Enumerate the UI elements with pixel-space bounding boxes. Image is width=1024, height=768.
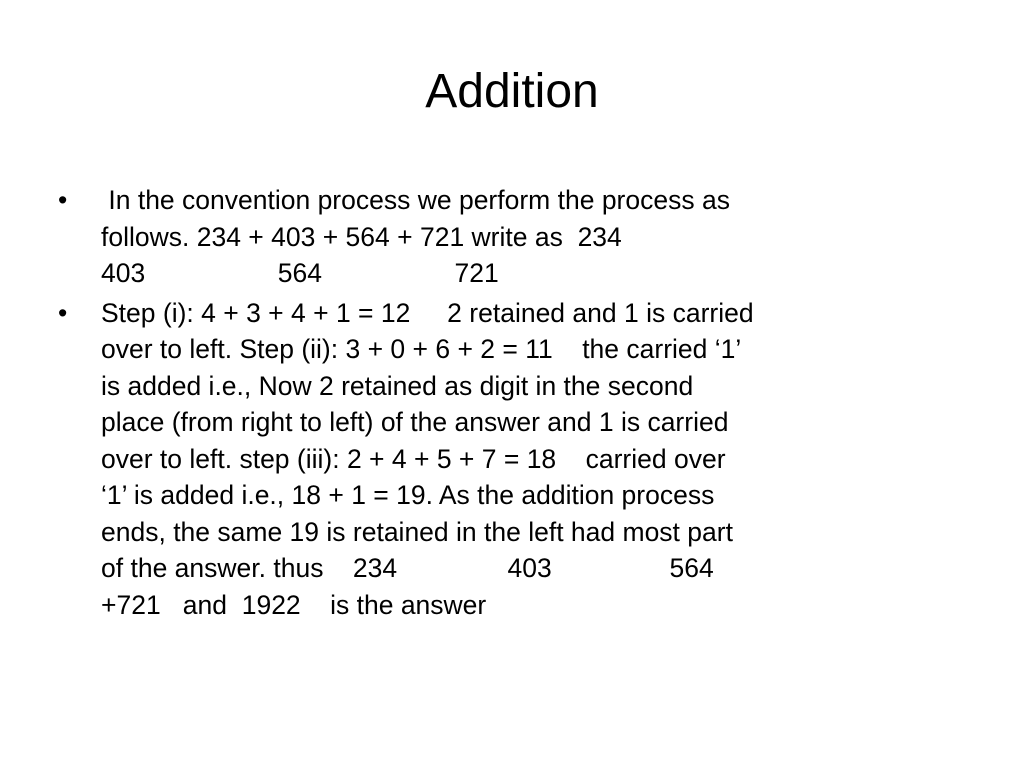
bullet-2-line-5: over to left. step (iii): 2 + 4 + 5 + 7 = 18 carried over	[101, 443, 726, 474]
bullet-1-line-2: follows. 234 + 403 + 564 + 721 write as 234	[101, 221, 622, 252]
bullet-2-line-9: +721 and 1922 is the answer	[101, 589, 487, 620]
bullet-item-1	[58, 182, 958, 292]
bullet-icon: •	[58, 185, 68, 215]
bullet-2-line-3: is added i.e., Now 2 retained as digit in the second	[101, 370, 694, 401]
slide-title: Addition	[425, 65, 599, 118]
bullet-2-line-7: ends, the same 19 is retained in the left had most part	[101, 516, 733, 547]
bullet-2-line-1: Step (i): 4 + 3 + 4 + 1 = 12 2 retained and 1 is carried	[101, 297, 754, 328]
bullet-1-line-3: 403 564 721	[101, 258, 499, 288]
bullet-2-line-6: ‘1’ is added i.e., 18 + 1 = 19. As the addition process	[101, 480, 715, 510]
bullet-item-2	[58, 295, 958, 624]
bullet-2-line-4: place (from right to left) of the answer and 1 is carried	[101, 407, 729, 437]
slide-body	[58, 182, 958, 626]
bullet-2-line-2: over to left. Step (ii): 3 + 0 + 6 + 2 = 11 the carried ‘1’	[101, 334, 742, 364]
bullet-icon: •	[58, 297, 68, 328]
bullet-1-line-1: In the convention process we perform the process as	[101, 185, 730, 215]
bullet-2-line-8: of the answer. thus 234 403 564	[101, 553, 714, 583]
